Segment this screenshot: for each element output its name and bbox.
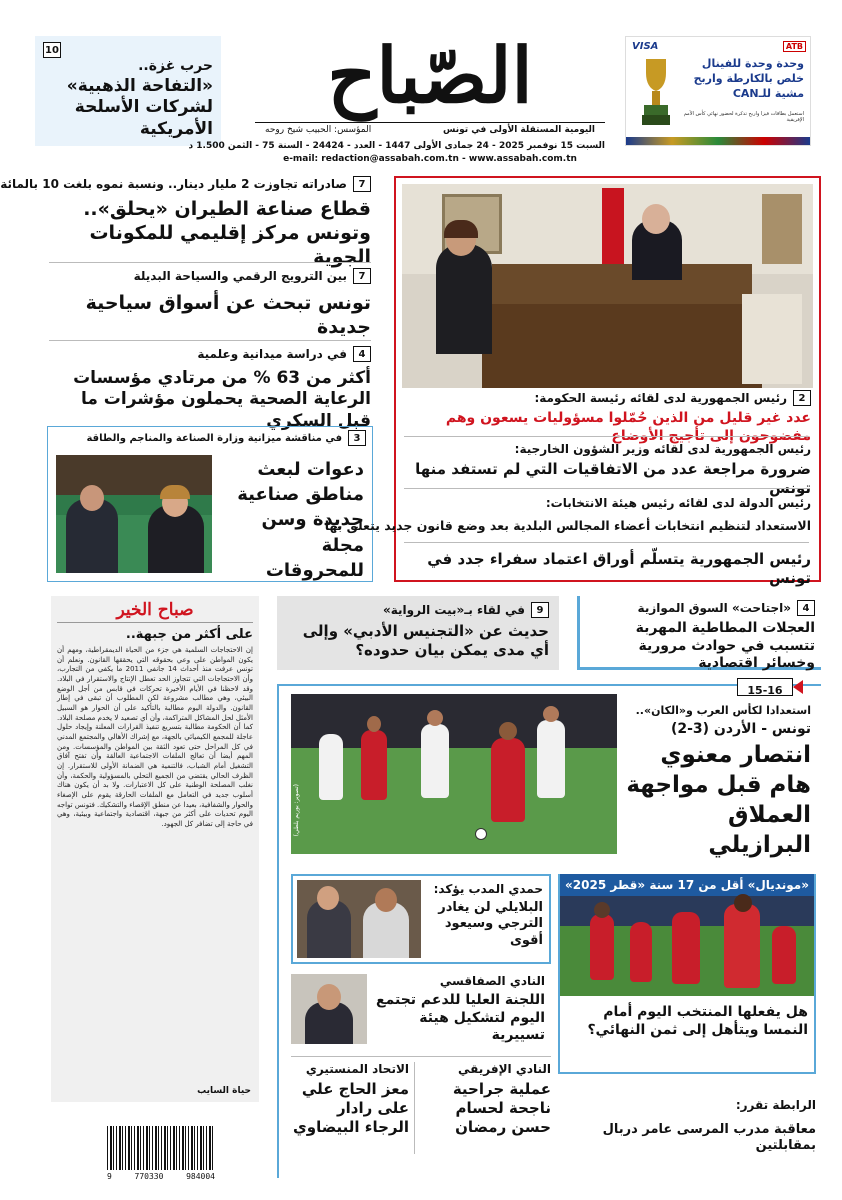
newspaper-logo: الصّباح <box>327 31 533 120</box>
story-aviation[interactable] <box>0 176 371 268</box>
ad-color-stripe <box>626 137 810 145</box>
story-headline: حديث عن «التجنيس الأدبي» وإلى أي مدى يمكن بيان حدوده؟ <box>302 622 549 659</box>
ad-fine-print: استعمل بطاقات فيزا واربح تذكرة لحضور نهائي كأس الأمم الإفريقية <box>683 111 804 123</box>
u17-match-photo <box>560 896 814 996</box>
column-divider <box>414 1062 415 1154</box>
sports-score: تونس - الأردن (3-2) <box>670 721 811 737</box>
sports-item-headline: البلايلي لن يغادر الترجي وسيعود أقوى <box>438 900 543 948</box>
story-kicker: صادراته تجاوزت 2 مليار دينار.. ونسبة نموه بلغت 10 بالمائة <box>0 177 347 191</box>
editorial-column[interactable] <box>51 596 259 1102</box>
story-kicker: بين الترويج الرقمي والسياحة البديلة <box>133 269 347 283</box>
league-kicker: الرابطة تقرر: <box>735 1098 816 1112</box>
page-number-badge: 3 <box>348 430 366 446</box>
main-headline-3: الاستعداد لتنظيم انتخابات أعضاء المجالس البلدية بعد وضع قانون جديد يتعلق بها <box>324 518 811 533</box>
main-headline-2: ضرورة مراجعة عدد من الاتفاقيات التي لم تستفد منها تونس <box>415 460 811 497</box>
divider <box>49 340 371 341</box>
story-kicker: في مناقشة ميزانية وزارة الصناعة والمناجم والطاقة <box>86 432 342 444</box>
sports-item-headline: اللجنة العليا للدعم تجتمع اليوم لتشكيل هيئة تسييرية <box>376 992 545 1043</box>
bank-badge: ATB <box>783 41 806 52</box>
visa-advertisement[interactable] <box>625 36 811 146</box>
league-story[interactable] <box>558 1098 816 1158</box>
editorial-author: حياة السايب <box>197 1086 251 1096</box>
divider <box>404 436 809 437</box>
barcode-middle: 770330 <box>134 1172 164 1181</box>
parliament-photo <box>56 455 212 573</box>
page-number-badge: 9 <box>531 602 549 618</box>
page-number-badge: 4 <box>353 346 371 362</box>
story-kicker: في لقاء بـ«بيت الرواية» <box>383 603 525 617</box>
league-headline: معاقبة مدرب المرسى عامر دربال بمقابلتين <box>602 1122 816 1154</box>
sports-item-kicker: حمدي المدب يؤكد: <box>433 882 543 896</box>
sports-headline: انتصار معنوي هام قبل مواجهة العملاق البرازيلي <box>626 742 811 858</box>
top-left-teaser[interactable] <box>35 36 221 146</box>
barcode-bars <box>107 1126 215 1170</box>
masthead-slogan: اليومية المستقلة الأولى في تونس <box>443 125 595 135</box>
sports-item-headline: معز الحاج علي على رادار الرجاء البيضاوي <box>293 1080 409 1136</box>
story-headline: تونس تبحث عن أسواق سياحية جديدة <box>85 292 371 338</box>
red-arrow-icon <box>793 680 803 694</box>
photo-credit: (تصوير: بوريم بلطي) <box>293 784 300 837</box>
story-kicker: «اجتاحت» السوق الموازية <box>637 601 791 615</box>
page-number-badge: 7 <box>353 268 371 284</box>
sports-item-kicker: النادي الصفاقسي <box>439 974 545 988</box>
story-kicker: في دراسة ميدانية وعلمية <box>197 347 347 361</box>
worldcup-banner: «مونديال» أقل من 17 سنة «قطر 2025» <box>560 874 814 896</box>
story-headline: العجلات المطاطية المهربة تتسبب في حوادث مرورية وخسائر اقتصادية <box>635 620 815 671</box>
sports-item-kicker: النادي الإفريقي <box>457 1062 551 1076</box>
main-kicker-1: رئيس الجمهورية لدى لقائه رئيسة الحكومة: <box>534 391 787 405</box>
divider <box>404 542 809 543</box>
officials-photo <box>297 880 421 958</box>
editorial-title: على أكثر من جبهة.. <box>125 627 253 642</box>
barcode-suffix: 984004 <box>186 1172 215 1181</box>
main-kicker-2: رئيس الجمهورية لدى لقائه وزير الشؤون الخارجية: <box>514 442 811 456</box>
story-tyres[interactable] <box>577 596 821 670</box>
css-official-photo <box>291 974 367 1044</box>
masthead <box>188 26 605 164</box>
story-industry-box[interactable] <box>47 426 373 582</box>
worldcup-headline: هل يفعلها المنتخب اليوم أمام النمسا ويتأهل إلى ثمن النهائي؟ <box>587 1004 808 1038</box>
main-story-box[interactable] <box>324 176 821 587</box>
sports-story-ca[interactable] <box>421 1062 551 1154</box>
worldcup-box[interactable] <box>558 874 816 1074</box>
divider <box>291 1056 551 1057</box>
sports-item-kicker: الاتحاد المنستيري <box>305 1062 409 1076</box>
masthead-contact[interactable]: e-mail: redaction@assabah.com.tn - www.assabah.com.tn <box>283 154 577 164</box>
sports-story-usm[interactable] <box>291 1062 409 1154</box>
trophy-icon <box>632 55 680 131</box>
barcode-prefix: 9 <box>107 1172 112 1181</box>
divider <box>49 262 371 263</box>
sports-lead-story[interactable] <box>625 704 811 858</box>
sports-story-mdab[interactable] <box>291 874 551 964</box>
president-meeting-photo <box>402 184 813 388</box>
story-tourism[interactable] <box>49 268 371 340</box>
story-narrative[interactable] <box>277 596 559 670</box>
main-headline-1: عدد غير قليل من الذين حُمّلوا مسؤوليات يسعون وهم مفضوحون إلى تأجيج الأوضاع <box>445 410 811 444</box>
masthead-founder: المؤسس: الحبيب شيخ روحه <box>265 125 372 135</box>
page-number-badge: 4 <box>797 600 815 616</box>
page-number-badge: 7 <box>353 176 371 192</box>
story-diabetes[interactable] <box>49 346 371 431</box>
page-number-badge: 2 <box>793 390 811 406</box>
sports-page-flag <box>737 678 793 696</box>
sports-story-css[interactable] <box>291 970 551 1050</box>
sports-pages: 15-16 <box>747 684 783 697</box>
editorial-body: إن الاحتجاجات السلمية هي جزء من الحياة الديمقراطية، ومهم أن يكون المواطن على وعي بحقوقه التي يحققها القانون. ونعلم أن تونس عرفت منذ أحداث 14 جانفي 2011 ما يكفي من التجارب، وأن الاحتجاجات التي تتجاوز الحد تعطل الإنتاج والاستقرار في البلاد. وقد لاحظنا في الأيام الأخيرة تحركات في قابس من أجل الوضع البيئي، وهي مطالب مشروعة لكن المطلوب أن تبقى في إطار القانون. والدولة اليوم مطالبة بالتأكيد على أن الحوار هو السبيل الأمثل لحل المشاكل المتراكمة، وأن أي تصعيد لا يخدم مصلحة البلاد. كما أن الحكومة مطالبة بتسريع تنفيذ القرارات المعلنة وإيجاد حلول عاجلة للمجمع الكيميائي بالجهة، مع إشراك الأهالي والمجتمع المدني في كل المراحل حتى تعود الثقة بين المواطن والمؤسسات. ومن المهم أيضا أن تعالج الملفات الاجتماعية العالقة وأن تفتح آفاق التشغيل أمام الشباب، فالتنمية هي الضمانة الأولى للاستقرار. إن الظرف الحالي يقتضي من الجميع التحلي بالمسؤولية والحكمة، وأن نغلب المصلحة الوطنية على كل الاعتبارات. ولا بد أن يكون هناك أسلوب جديد في التعامل مع الملفات الحارقة يقوم على الإصغاء والحوار والشفافية، بعيدا عن منطق الإقصاء والتشكيك. فتونس تواجه اليوم تحديات على أكثر من جبهة، اقتصادية واجتماعية وبيئية، وهي في حاجة إلى تضافر كل الجهود. <box>57 646 254 828</box>
match-photo <box>291 694 617 854</box>
sports-item-headline: عملية جراحية ناجحة لحسام حسن رمضان <box>452 1080 551 1136</box>
page-number-badge: 10 <box>43 42 61 58</box>
masthead-dateline: السبت 15 نوفمبر 2025 - 24 جمادى الأولى 1447 - العدد - 24424 - السنة 75 - الثمن 1.500 د <box>188 141 605 151</box>
visa-logo: VISA <box>632 41 659 52</box>
story-headline: قطاع صناعة الطيران «يحلق».. وتونس مركز إقليمي للمكونات الجوية <box>83 198 371 268</box>
main-headline-4: رئيس الجمهورية يتسلّم أوراق اعتماد سفراء جدد في تونس <box>427 550 811 587</box>
ad-headline: وحدة وحدة للفينال خلص بالكارطة واربح مشية للـCAN <box>693 57 804 100</box>
divider <box>404 488 809 489</box>
main-kicker-3: رئيس الدولة لدى لقائه رئيس هيئة الانتخابات: <box>545 496 811 510</box>
teaser-headline: «التفاحة الذهبية» لشركات الأسلحة الأمريكية <box>66 76 213 139</box>
barcode <box>107 1126 215 1188</box>
story-headline: دعوات لبعث مناطق صناعية جديدة وسن مجلة للمحروقات <box>237 459 364 581</box>
teaser-kicker: حرب غزة.. <box>138 58 213 74</box>
story-headline: أكثر من 63 % من مرتادي مؤسسات الرعاية الصحية يحملون مؤشرات ما قبل السكري <box>73 368 371 431</box>
sports-kicker: استعدادا لكأس العرب و«الكان».. <box>635 704 811 717</box>
editorial-logo: صباح الخير <box>57 600 253 623</box>
